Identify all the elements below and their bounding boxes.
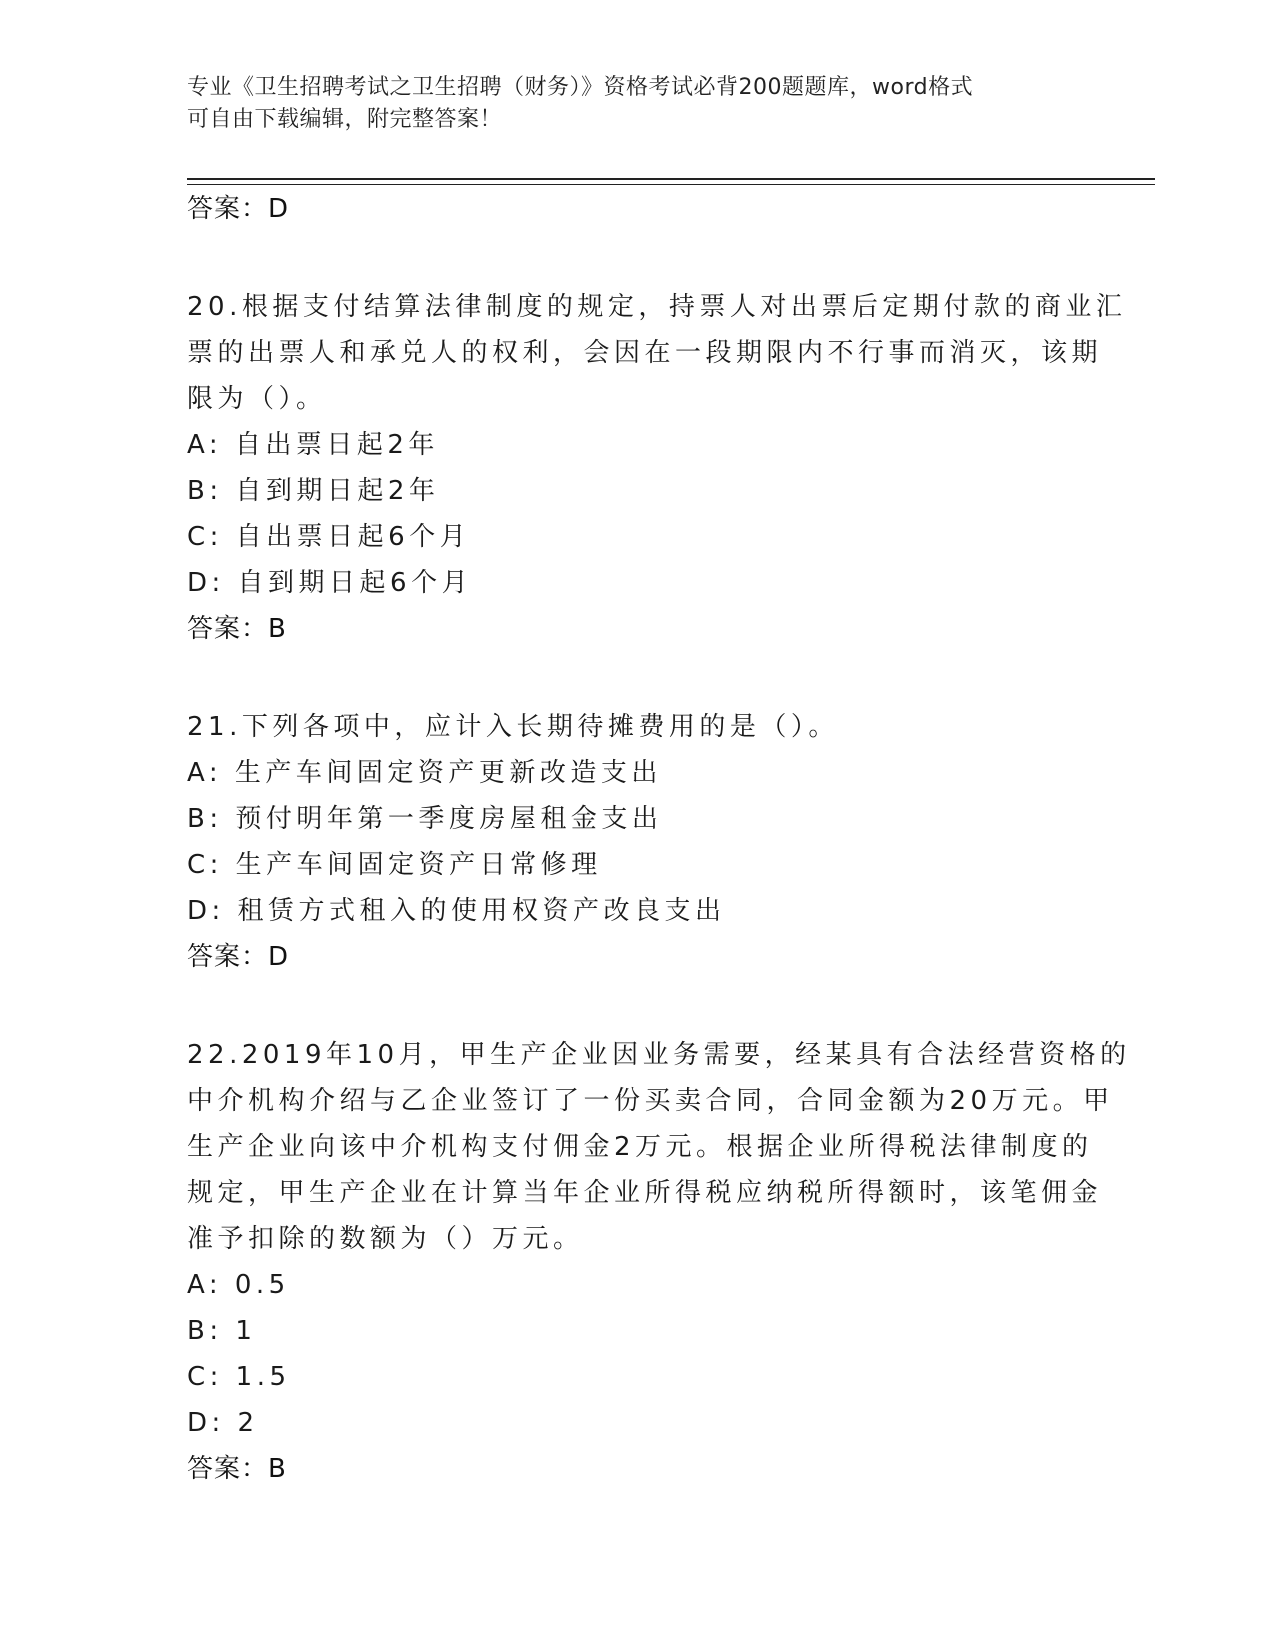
option-d: D: 自到期日起6个月 [187, 568, 473, 598]
question-21 [187, 704, 1087, 980]
question-stem [187, 1032, 1131, 1262]
option-b: B: 预付明年第一季度房屋租金支出 [187, 804, 663, 834]
header-divider-thick [187, 178, 1155, 180]
previous-answer: 答案：D [187, 194, 290, 224]
option-c: C: 生产车间固定资产日常修理 [187, 850, 602, 880]
header-divider-thin [187, 184, 1155, 185]
option-d: D: 租赁方式租入的使用权资产改良支出 [187, 896, 726, 926]
document-header [187, 72, 1067, 136]
option-a: A: 自出票日起2年 [187, 430, 439, 460]
answer-label: 答案：B [187, 614, 287, 644]
answer-label: 答案：B [187, 1454, 287, 1484]
stem-line: 中介机构介绍与乙企业签订了一份买卖合同，合同金额为20万元。甲 [187, 1086, 1114, 1116]
stem-line: 票的出票人和承兑人的权利，会因在一段期限内不行事而消灭，该期 [187, 338, 1103, 368]
header-line-1: 专业《卫生招聘考试之卫生招聘（财务）》资格考试必背200题题库，word格式 [187, 75, 974, 100]
option-a: A: 0.5 [187, 1270, 290, 1300]
option-b: B: 1 [187, 1316, 257, 1346]
option-a: A: 生产车间固定资产更新改造支出 [187, 758, 662, 788]
question-22 [187, 1032, 1131, 1492]
stem-line: 生产企业向该中介机构支付佣金2万元。根据企业所得税法律制度的 [187, 1132, 1093, 1162]
answer-label: 答案：D [187, 942, 290, 972]
stem-line: 22.2019年10月，甲生产企业因业务需要，经某具有合法经营资格的 [187, 1040, 1131, 1070]
stem-line: 限为（）。 [187, 384, 327, 414]
option-c: C: 自出票日起6个月 [187, 522, 471, 552]
stem-line: 准予扣除的数额为（）万元。 [187, 1224, 584, 1254]
question-stem [187, 284, 1127, 422]
stem-line: 21.下列各项中，应计入长期待摊费用的是（）。 [187, 712, 839, 742]
option-d: D: 2 [187, 1408, 259, 1438]
question-stem [187, 704, 1087, 750]
header-line-2: 可自由下载编辑，附完整答案！ [187, 107, 503, 132]
stem-line: 20.根据支付结算法律制度的规定，持票人对出票后定期付款的商业汇 [187, 292, 1127, 322]
option-b: B: 自到期日起2年 [187, 476, 440, 506]
option-c: C: 1.5 [187, 1362, 291, 1392]
stem-line: 规定，甲生产企业在计算当年企业所得税应纳税所得额时，该笔佣金 [187, 1178, 1103, 1208]
question-20 [187, 284, 1127, 652]
document-body [187, 186, 1131, 1492]
